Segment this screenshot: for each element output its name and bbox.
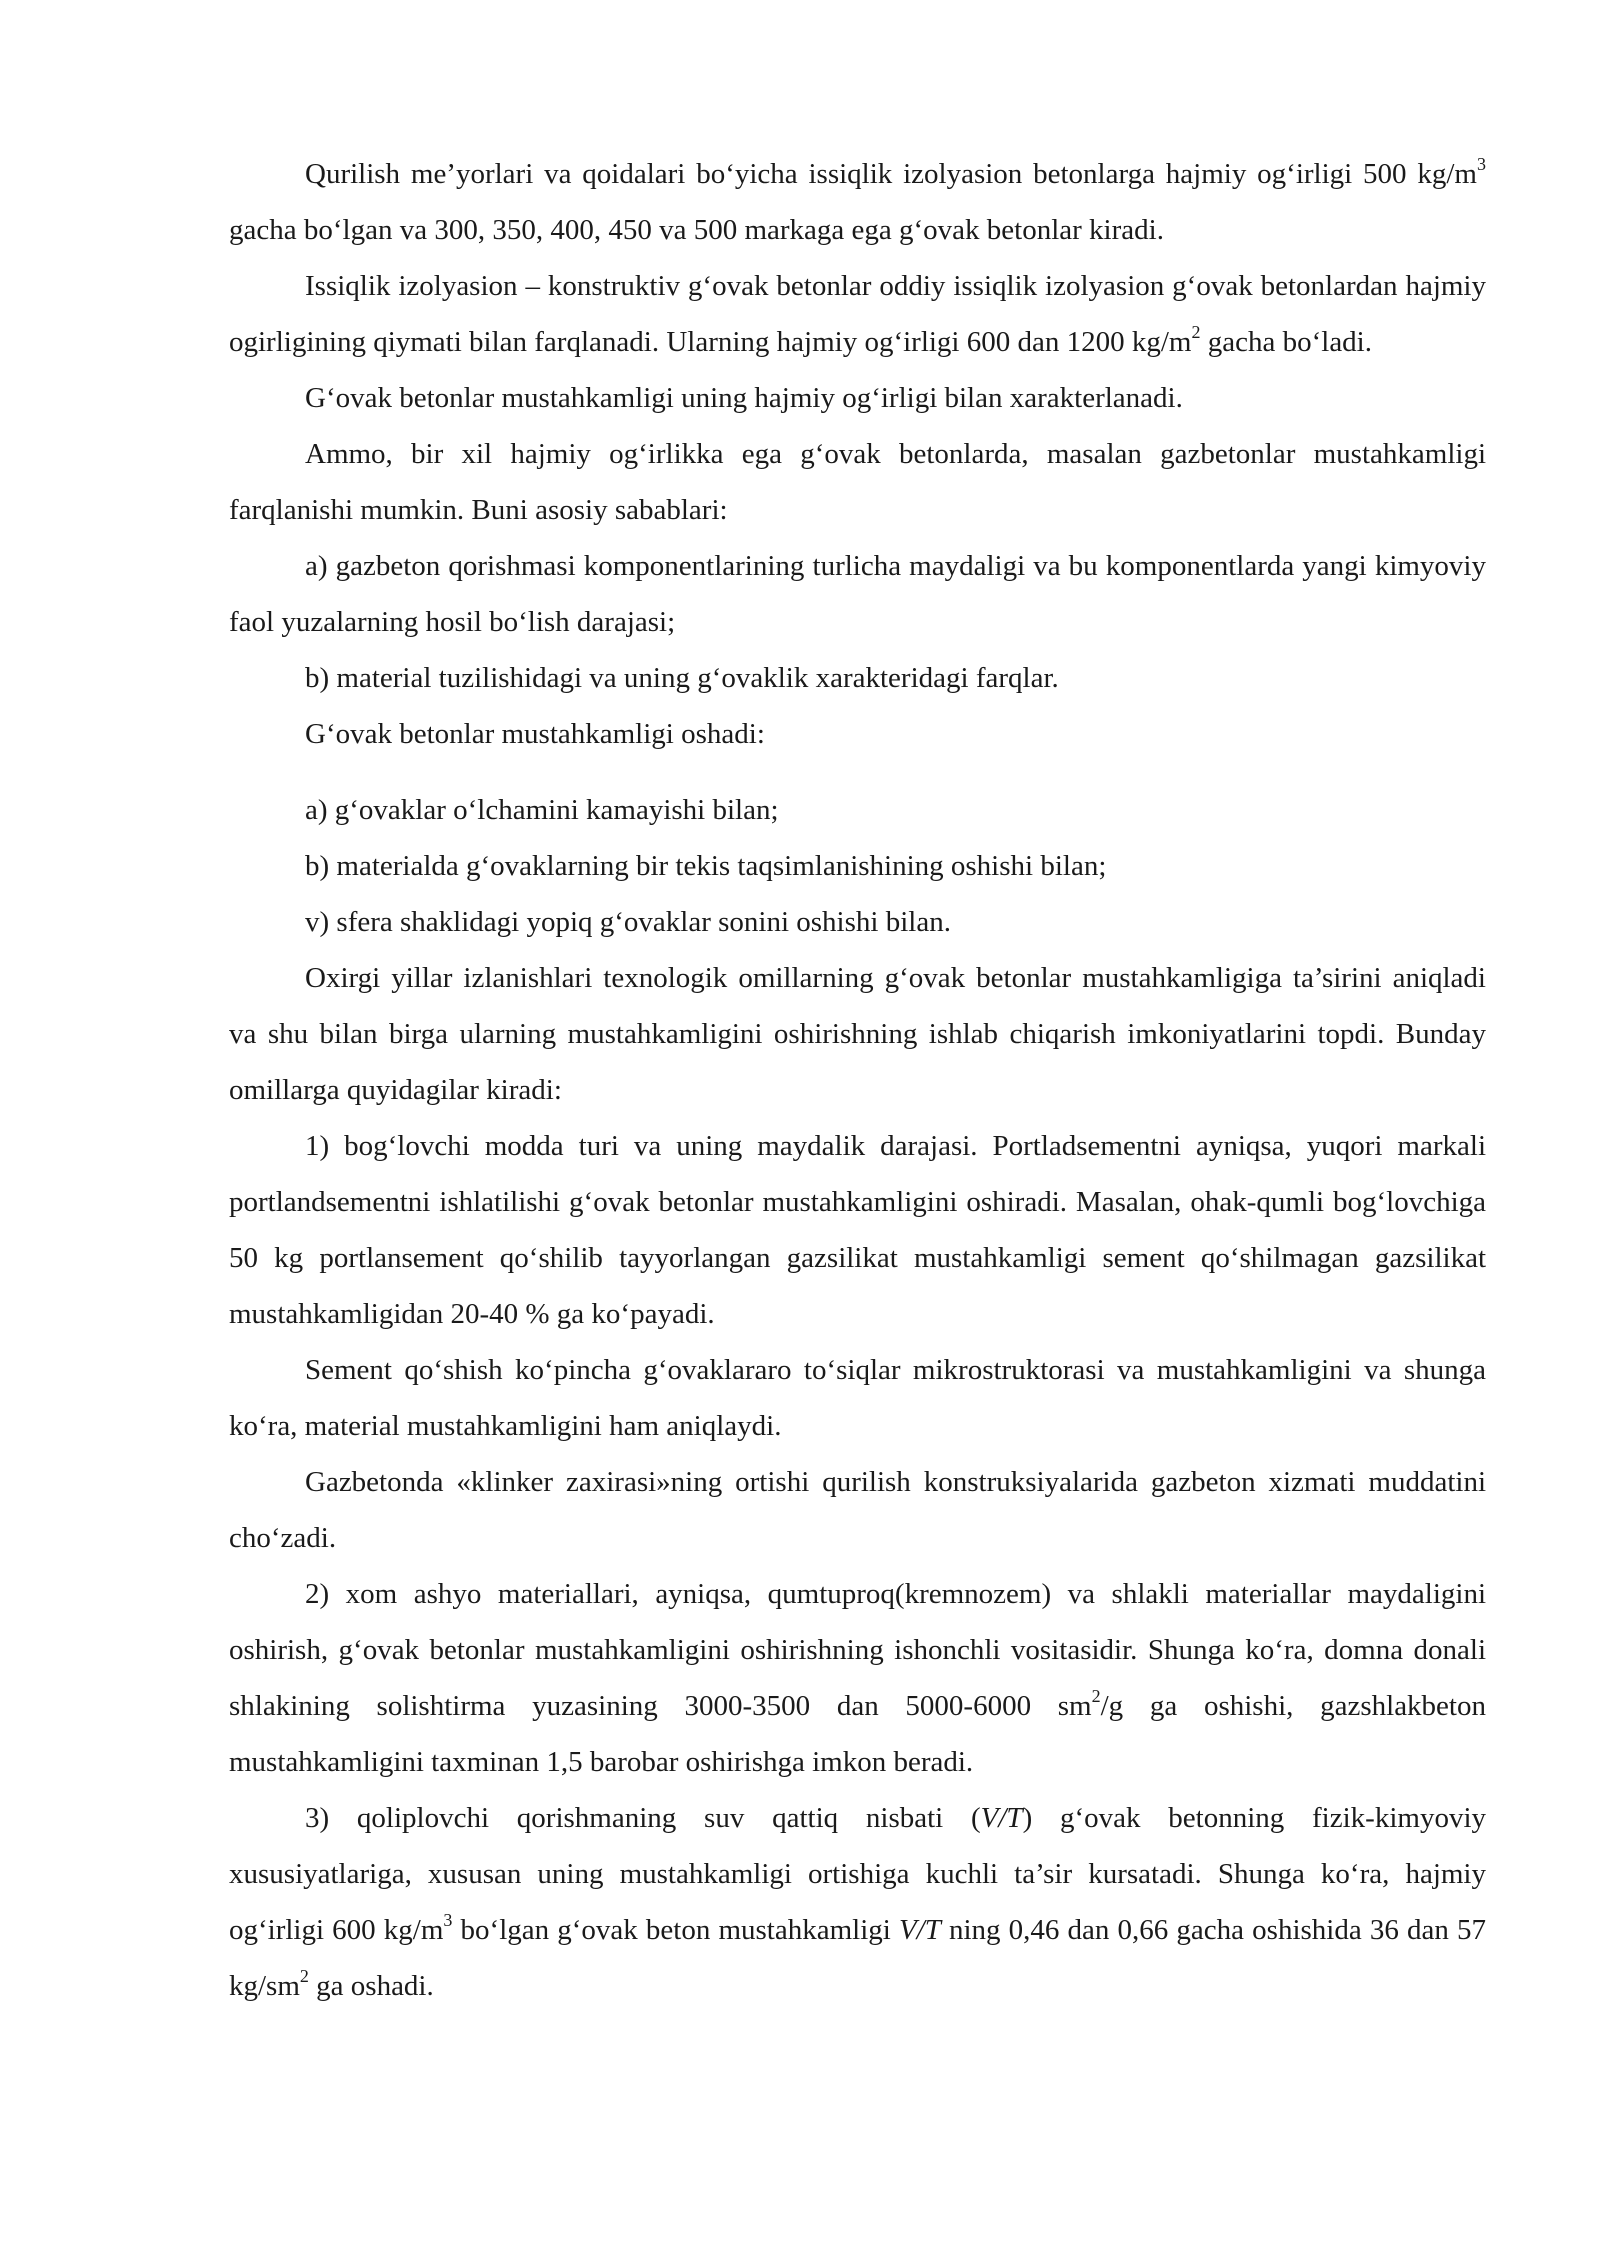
paragraph-3: G‘ovak betonlar mustahkamligi uning hajmiy og‘irligi bilan xarakterlanadi.	[305, 382, 1183, 414]
paragraph-2	[229, 258, 1486, 370]
paragraph-14: Gazbetonda «klinker zaxirasi»ning ortishi qurilish konstruksiyalarida gazbeton xizmati muddatini cho‘zadi.	[229, 1466, 1486, 1554]
paragraph-16-text-2: ) g‘ovak betonning fizik-kimyoviy xususiyatlariga, xususan uning mustahkamligi ortishiga kuchli ta’sir kursatadi. Shunga ko‘ra, hajmiy og‘irligi 600 kg/m	[229, 1802, 1486, 1946]
paragraph-11: Oxirgi yillar izlanishlari texnologik omillarning g‘ovak betonlar mustahkamligiga ta’sirini aniqladi va shu bilan birga ularning mustahkamligini oshirishning ishlab chiqarish imkoniyatlarini topdi. Bunday omillarga quyidagilar kiradi:	[229, 962, 1486, 1106]
list-item-b-2: b) materialda g‘ovaklarning bir tekis taqsimlanishining oshishi bilan;	[305, 850, 1107, 882]
paragraph-4: Ammo, bir xil hajmiy og‘irlikka ega g‘ovak betonlarda, masalan gazbetonlar mustahkamligi farqlanishi mumkin. Buni asosiy sabablari:	[229, 438, 1486, 526]
superscript: 3	[443, 1910, 453, 1931]
paragraph-16-text-3: bo‘lgan g‘ovak beton mustahkamligi	[452, 1914, 899, 1946]
paragraph-16-text: 3) qoliplovchi qorishmaning suv qattiq nisbati (	[305, 1802, 981, 1834]
paragraph-1-text: Qurilish me’yorlari va qoidalari bo‘yicha issiqlik izolyasion betonlarga hajmiy og‘irligi 500 kg/m	[305, 158, 1477, 190]
paragraph-15-text-end: /g ga oshishi, gazshlakbeton mustahkamligini taxminan 1,5 barobar oshirishga imkon beradi.	[229, 1690, 1486, 1778]
italic-ratio: V/T	[980, 1802, 1023, 1834]
paragraph-16	[229, 1790, 1486, 2014]
paragraph-15-text: 2) xom ashyo materiallari, ayniqsa, qumtuproq(kremnozem) va shlakli materiallar maydaligini oshirish, g‘ovak betonlar mustahkamligini oshirishning ishonchli vositasidir. Shunga ko‘ra, domna donali shlakining solishtirma yuzasining 3000-3500 dan 5000-6000 sm	[229, 1578, 1486, 1722]
paragraph-15	[229, 1566, 1486, 1790]
paragraph-12: 1) bog‘lovchi modda turi va uning maydalik darajasi. Portladsementni ayniqsa, yuqori markali portlandsementni ishlatilishi g‘ovak betonlar mustahkamligini oshiradi. Masalan, ohak-qumli bog‘lovchiga 50 kg portlansement qo‘shilib tayyorlangan gazsilikat mustahkamligi sement qo‘shilmagan gazsilikat mustahkamligidan 20-40 % ga ko‘payadi.	[229, 1130, 1486, 1330]
paragraph-1-text-end: gacha bo‘lgan va 300, 350, 400, 450 va 500 markaga ega g‘ovak betonlar kiradi.	[229, 214, 1164, 246]
list-item-b: b) material tuzilishidagi va uning g‘ovaklik xarakteridagi farqlar.	[305, 662, 1059, 694]
paragraph-13: Sement qo‘shish ko‘pincha g‘ovaklararo to‘siqlar mikrostruktorasi va mustahkamligini va shunga ko‘ra, material mustahkamligini ham aniqlaydi.	[229, 1354, 1486, 1442]
italic-ratio: V/T	[898, 1914, 941, 1946]
superscript: 2	[299, 1966, 309, 1987]
paragraph-1	[229, 146, 1486, 258]
paragraph-2-text-end: gacha bo‘ladi.	[1200, 326, 1372, 358]
superscript: 2	[1091, 1686, 1101, 1707]
list-item-a: a) gazbeton qorishmasi komponentlarining turlicha maydaligi va bu komponentlarda yangi kimyoviy faol yuzalarning hosil bo‘lish darajasi;	[229, 550, 1486, 638]
superscript: 3	[1477, 154, 1486, 175]
paragraph-16-text-4: ning 0,46 dan 0,66 gacha oshishida 36 dan 57 kg/sm	[229, 1914, 1486, 2002]
paragraph-16-text-end: ga oshadi.	[308, 1970, 434, 2002]
list-item-a-2: a) g‘ovaklar o‘lchamini kamayishi bilan;	[305, 794, 779, 826]
document-page	[229, 146, 1486, 2014]
list-item-v: v) sfera shaklidagi yopiq g‘ovaklar sonini oshishi bilan.	[305, 906, 951, 938]
paragraph-7: G‘ovak betonlar mustahkamligi oshadi:	[305, 718, 765, 750]
paragraph-2-text: Issiqlik izolyasion – konstruktiv g‘ovak betonlar oddiy issiqlik izolyasion g‘ovak betonlardan hajmiy ogirligining qiymati bilan farqlanadi. Ularning hajmiy og‘irligi 600 dan 1200 kg/m	[229, 270, 1486, 358]
superscript: 2	[1191, 322, 1201, 343]
